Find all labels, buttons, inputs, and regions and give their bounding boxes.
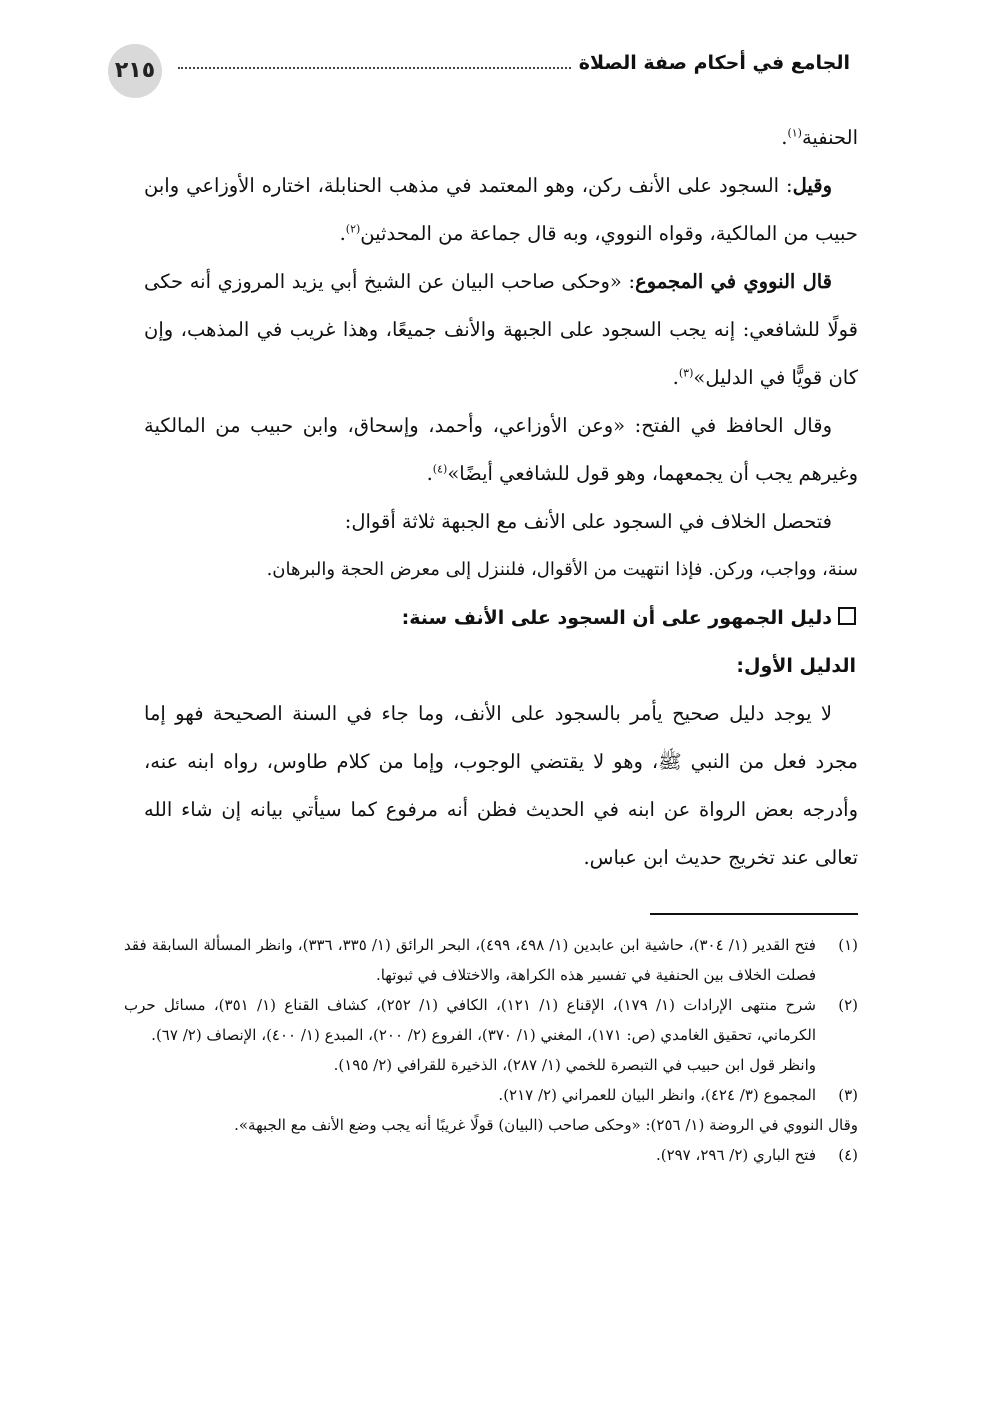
paragraph-1-end: . xyxy=(781,126,788,149)
paragraph-2-lead: وقيل xyxy=(792,174,832,197)
page-number: ٢١٥ xyxy=(108,44,162,98)
paragraph-3-end: . xyxy=(672,366,679,389)
paragraph-4 xyxy=(144,402,858,498)
paragraph-3-lead: قال النووي في المجموع xyxy=(635,270,832,293)
paragraph-1-text: الحنفية xyxy=(801,126,858,149)
footnote-number: (٢) xyxy=(838,996,858,1014)
section-heading xyxy=(144,594,858,642)
footnote-1 xyxy=(124,930,858,990)
paragraph-2-end: . xyxy=(339,222,346,245)
footnote-number: (٤) xyxy=(838,1146,858,1164)
paragraph-4-text: وقال الحافظ في الفتح: «وعن الأوزاعي، وأحمد، وإسحاق، وابن حبيب من المالكية وغيرهم يجب أن يجمعهما، وهو قول للشافعي أيضًا» xyxy=(144,414,858,485)
footnote-2 xyxy=(124,990,858,1050)
checkbox-square-icon xyxy=(838,607,856,625)
running-title: الجامع في أحكام صفة الصلاة xyxy=(578,52,850,74)
footnote-ref-2[interactable]: (٢) xyxy=(345,222,361,236)
footnote-3 xyxy=(124,1080,858,1110)
paragraph-4-end: . xyxy=(426,462,433,485)
footnote-text: فتح الباري (٢/ ٢٩٦، ٢٩٧). xyxy=(655,1146,816,1164)
paragraph-6: سنة، وواجب، وركن. فإذا انتهيت من الأقوال، فلننزل إلى معرض الحجة والبرهان. xyxy=(266,559,858,580)
paragraph-2 xyxy=(144,162,858,258)
footnotes xyxy=(124,930,858,1170)
paragraph-1 xyxy=(144,114,858,162)
footnote-ref-4[interactable]: (٤) xyxy=(432,462,448,476)
footnote-4 xyxy=(124,1140,858,1170)
footnote-text: المجموع (٣/ ٤٢٤)، وانظر البيان للعمراني (٢/ ٢١٧). xyxy=(498,1086,816,1104)
footnote-2-continuation: وانظر قول ابن حبيب في التبصرة للخمي (١/ ٢٨٧)، الذخيرة للقرافي (٢/ ١٩٥). xyxy=(333,1056,816,1074)
footnote-number: (١) xyxy=(838,936,858,954)
footnote-3-continuation: وقال النووي في الروضة (١/ ٢٥٦): «وحكى صاحب (البيان) قولًا غريبًا أنه يجب وضع الأنف مع الجبهة». xyxy=(234,1116,858,1134)
footnote-ref-3[interactable]: (٣) xyxy=(678,366,694,380)
header-dotted-leader xyxy=(178,67,571,69)
paragraph-5: فتحصل الخلاف في السجود على الأنف مع الجبهة ثلاثة أقوال: xyxy=(344,510,832,533)
subsection-heading: الدليل الأول: xyxy=(736,655,856,677)
paragraph-7: لا يوجد دليل صحيح يأمر بالسجود على الأنف، وما جاء في السنة الصحيحة فهو إما مجرد فعل من النبي ﷺ، وهو لا يقتضي الوجوب، وإما من كلام طاوس، رواه ابنه عنه، وأدرجه بعض الرواة عن ابنه في الحديث فظن أنه مرفوع كما سيأتي بيانه إن شاء الله تعالى عند تخريج حديث ابن عباس. xyxy=(144,702,858,869)
main-text xyxy=(144,114,858,882)
paragraph-2-text: : السجود على الأنف ركن، وهو المعتمد في مذهب الحنابلة، اختاره الأوزاعي وابن حبيب من المالكية، وقواه النووي، وبه قال جماعة من المحدثين xyxy=(144,174,858,245)
footnote-ref-1[interactable]: (١) xyxy=(787,126,802,140)
footnote-text: فتح القدير (١/ ٣٠٤)، حاشية ابن عابدين (١/ ٤٩٨، ٤٩٩)، البحر الرائق (١/ ٣٣٥، ٣٣٦)، وانظر المسألة السابقة فقد فصلت الخلاف بين الحنفية في تفسير هذه الكراهة، والاختلاف في ثبوتها. xyxy=(124,936,816,984)
footnote-number: (٣) xyxy=(838,1086,858,1104)
page-header xyxy=(108,44,850,100)
paragraph-3 xyxy=(144,258,858,402)
footnote-text: شرح منتهى الإرادات (١/ ١٧٩)، الإقناع (١/ ١٢١)، الكافي (١/ ٢٥٢)، كشاف القناع (١/ ٣٥١)، مسائل حرب الكرماني، تحقيق الغامدي (ص: ١٧١)، المغني (١/ ٣٧٠)، الفروع (٢/ ٢٠٠)، المبدع (١/ ٤٠٠)، الإنصاف (٢/ ٦٧). xyxy=(124,996,816,1044)
section-heading-text: دليل الجمهور على أن السجود على الأنف سنة: xyxy=(401,607,832,629)
running-title-row xyxy=(178,52,850,74)
footnote-separator xyxy=(650,913,858,915)
paragraph-3-text: : «وحكى صاحب البيان عن الشيخ أبي يزيد المروزي أنه حكى قولًا للشافعي: إنه يجب السجود على الجبهة والأنف جميعًا، وهذا غريب في المذهب، وإن كان قويًّا في الدليل» xyxy=(144,270,858,389)
